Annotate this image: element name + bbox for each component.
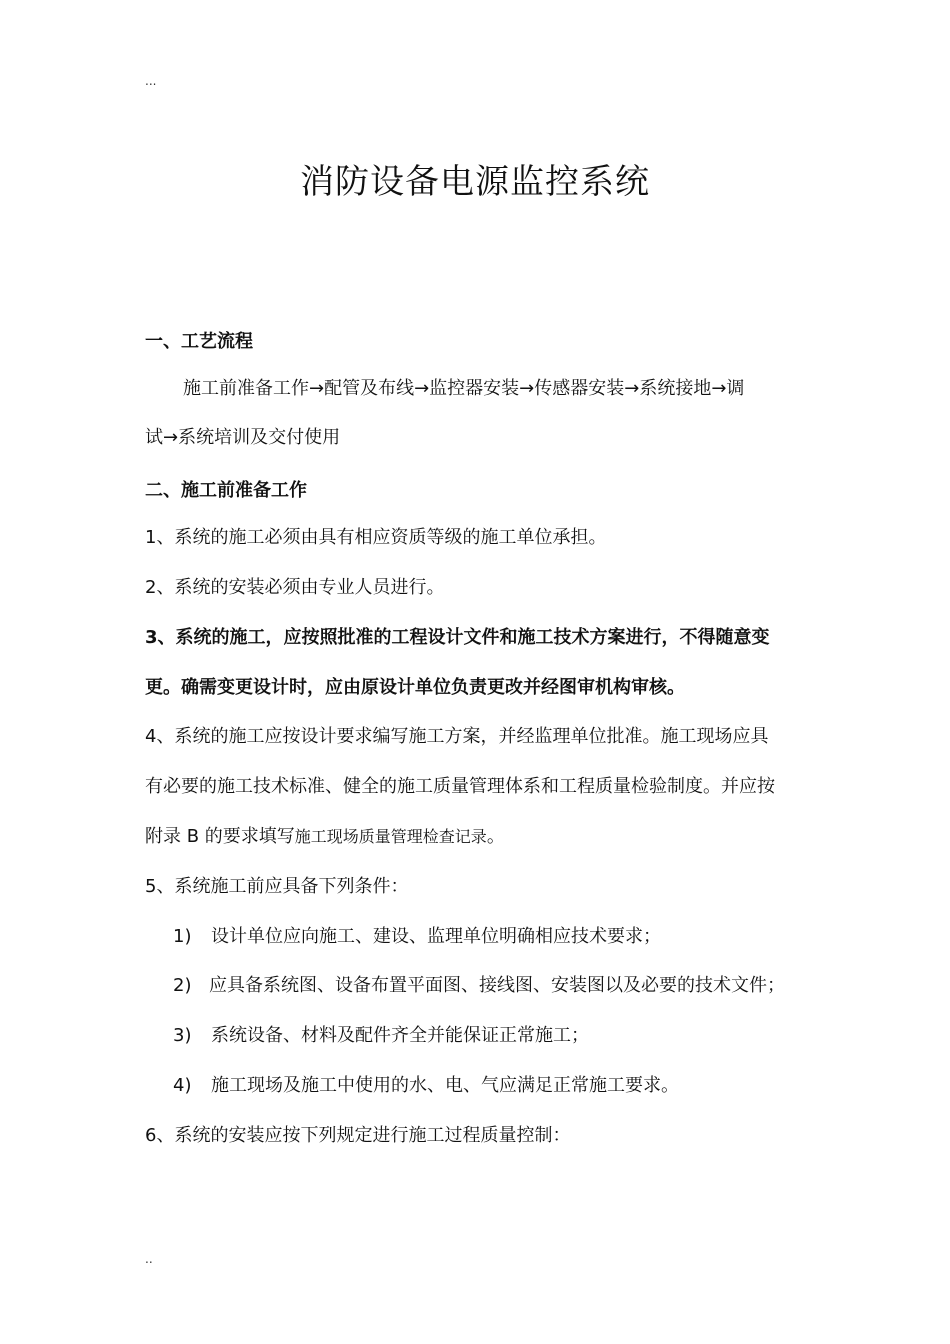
section1-heading: 一、工艺流程 <box>145 331 253 352</box>
footer-mark: .. <box>145 1252 153 1266</box>
item-3-line-1: 3、系统的施工，应按照批准的工程设计文件和施工技术方案进行，不得随意变 <box>145 627 770 648</box>
sub-2-text: 应具备系统图、设备布置平面图、接线图、安装图以及必要的技术文件； <box>209 975 785 996</box>
item-4-line-3-main: 附录 B 的要求填写 <box>145 826 295 847</box>
sub-2-num: 2) <box>173 975 192 996</box>
item-5-sub-4 <box>173 1074 679 1098</box>
item-2: 2、系统的安装必须由专业人员进行。 <box>145 577 445 598</box>
item-1: 1、系统的施工必须由具有相应资质等级的施工单位承担。 <box>145 527 607 548</box>
item-4-line-3-record-name: 施工现场质量管理检查记录 <box>294 827 487 846</box>
section2-heading: 二、施工前准备工作 <box>145 480 307 501</box>
item-5-sub-3 <box>173 1024 589 1048</box>
item-3-line-2: 更。确需变更设计时，应由原设计单位负责更改并经图审机构审核。 <box>145 677 685 698</box>
item-4-line-3-end: 。 <box>486 826 505 847</box>
flow-line-1: 施工前准备工作→配管及布线→监控器安装→传感器安装→系统接地→调 <box>183 378 745 399</box>
item-5-sub-1 <box>173 925 661 949</box>
sub-1-text: 设计单位应向施工、建设、监理单位明确相应技术要求； <box>211 926 661 947</box>
item-6: 6、系统的安装应按下列规定进行施工过程质量控制： <box>145 1125 571 1146</box>
item-5-sub-2 <box>173 974 785 998</box>
sub-4-text: 施工现场及施工中使用的水、电、气应满足正常施工要求。 <box>211 1075 679 1096</box>
item-4-line-2: 有必要的施工技术标准、健全的施工质量管理体系和工程质量检验制度。并应按 <box>145 776 775 797</box>
header-mark: ... <box>145 74 157 88</box>
flow-line-2: 试→系统培训及交付使用 <box>145 427 341 448</box>
sub-1-num: 1) <box>173 926 192 947</box>
sub-4-num: 4) <box>173 1075 192 1096</box>
sub-3-text: 系统设备、材料及配件齐全并能保证正常施工； <box>211 1025 589 1046</box>
item-4-line-1: 4、系统的施工应按设计要求编写施工方案，并经监理单位批准。施工现场应具 <box>145 726 769 747</box>
item-5: 5、系统施工前应具备下列条件： <box>145 876 409 897</box>
document-title: 消防设备电源监控系统 <box>300 162 650 202</box>
item-4-line-3 <box>145 825 505 849</box>
sub-3-num: 3) <box>173 1025 192 1046</box>
